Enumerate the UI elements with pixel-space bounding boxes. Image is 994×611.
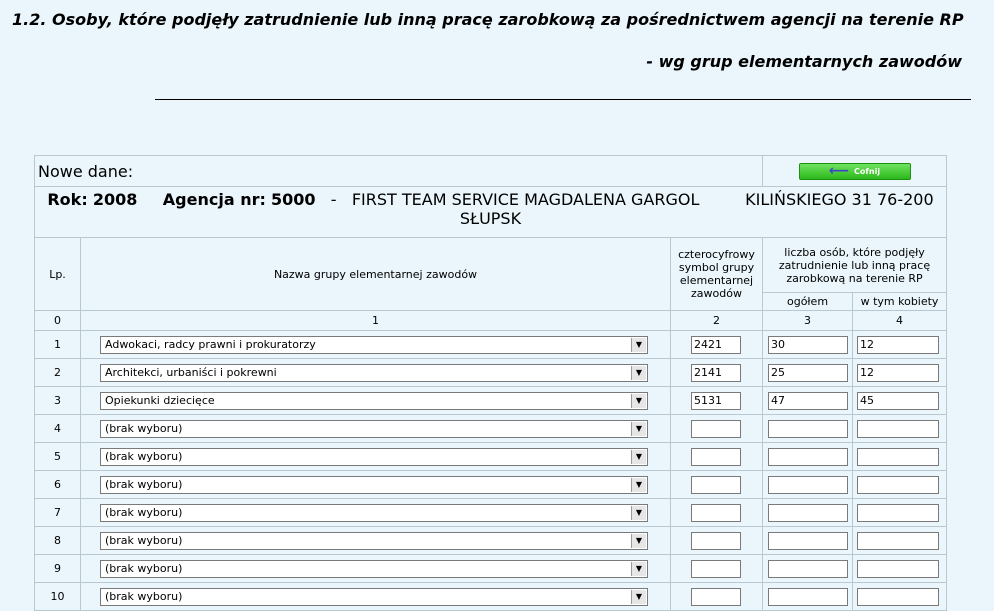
chevron-down-icon[interactable]: ▼ (631, 534, 646, 548)
symbol-input[interactable] (691, 448, 741, 466)
back-button-label: Cofnij (854, 166, 881, 176)
table-row (35, 499, 947, 527)
occupation-select-value: (brak wyboru) (105, 533, 183, 547)
total-input[interactable] (768, 476, 848, 494)
arrow-left-icon: ⟵ (828, 163, 850, 179)
year-label: Rok: (47, 190, 88, 209)
table-row (35, 471, 947, 499)
row-lp: 4 (35, 415, 81, 443)
agency-number: 5000 (270, 190, 316, 209)
new-data-label: Nowe dane: (35, 156, 763, 187)
women-input[interactable]: 12 (857, 364, 939, 382)
occupation-select-value: (brak wyboru) (105, 477, 183, 491)
occupation-select-value: (brak wyboru) (105, 561, 183, 575)
symbol-input[interactable]: 2421 (691, 336, 741, 354)
column-header-symbol: czterocyfrowy symbol grupy elementarnej zawodów (671, 238, 763, 311)
symbol-input[interactable] (691, 504, 741, 522)
row-lp: 5 (35, 443, 81, 471)
occupation-select-value: (brak wyboru) (105, 449, 183, 463)
page-title: 1.2. Osoby, które podjęły zatrudnienie lub inną pracę zarobkową za pośrednictwem agencji na terenie RP (12, 10, 964, 29)
agency-dash: - (330, 190, 337, 209)
total-input[interactable] (768, 588, 848, 606)
table-row (35, 415, 947, 443)
chevron-down-icon[interactable]: ▼ (631, 394, 646, 408)
row-lp: 9 (35, 555, 81, 583)
occupation-select[interactable] (100, 420, 648, 438)
table-row (35, 555, 947, 583)
women-input[interactable] (857, 532, 939, 550)
table-row (35, 359, 947, 387)
women-input[interactable]: 12 (857, 336, 939, 354)
chevron-down-icon[interactable]: ▼ (631, 450, 646, 464)
chevron-down-icon[interactable]: ▼ (631, 478, 646, 492)
column-header-count-group: liczba osób, które podjęły zatrudnienie lub inną pracę zarobkową na terenie RP (763, 238, 947, 293)
women-input[interactable] (857, 560, 939, 578)
column-header-total: ogółem (763, 293, 853, 311)
women-input[interactable] (857, 420, 939, 438)
chevron-down-icon[interactable]: ▼ (631, 590, 646, 604)
table-row (35, 331, 947, 359)
women-input[interactable] (857, 448, 939, 466)
row-lp: 1 (35, 331, 81, 359)
table-row (35, 527, 947, 555)
total-input[interactable]: 47 (768, 392, 848, 410)
agency-city: SŁUPSK (459, 209, 522, 228)
row-lp: 7 (35, 499, 81, 527)
occupation-select[interactable] (100, 588, 648, 606)
column-header-name: Nazwa grupy elementarnej zawodów (81, 238, 671, 311)
occupation-select-value: (brak wyboru) (105, 505, 183, 519)
occupation-select-value: Architekci, urbaniści i pokrewni (105, 365, 277, 379)
row-lp: 2 (35, 359, 81, 387)
occupation-select[interactable] (100, 560, 648, 578)
symbol-input[interactable] (691, 420, 741, 438)
total-input[interactable]: 25 (768, 364, 848, 382)
row-lp: 6 (35, 471, 81, 499)
occupation-select[interactable] (100, 392, 648, 410)
report-form (34, 155, 946, 611)
table-row (35, 443, 947, 471)
total-input[interactable] (768, 560, 848, 578)
total-input[interactable] (768, 532, 848, 550)
total-input[interactable] (768, 448, 848, 466)
year-value: 2008 (92, 190, 138, 209)
women-input[interactable]: 45 (857, 392, 939, 410)
occupation-select[interactable] (100, 532, 648, 550)
occupation-table (34, 155, 947, 611)
symbol-input[interactable] (691, 588, 741, 606)
symbol-input[interactable] (691, 532, 741, 550)
agency-info (35, 187, 947, 238)
occupation-select-value: (brak wyboru) (105, 589, 183, 603)
total-input[interactable] (768, 504, 848, 522)
column-header-lp: Lp. (35, 238, 81, 311)
women-input[interactable] (857, 588, 939, 606)
symbol-input[interactable]: 5131 (691, 392, 741, 410)
occupation-select[interactable] (100, 504, 648, 522)
symbol-input[interactable] (691, 560, 741, 578)
back-button[interactable] (799, 163, 911, 180)
occupation-select[interactable] (100, 448, 648, 466)
page-subtitle: - wg grup elementarnych zawodów (646, 52, 962, 71)
row-lp: 3 (35, 387, 81, 415)
occupation-select[interactable] (100, 364, 648, 382)
column-number-total: 3 (763, 311, 853, 331)
column-header-women: w tym kobiety (853, 293, 947, 311)
occupation-select-value: Opiekunki dziecięce (105, 393, 215, 407)
agency-address: KILIŃSKIEGO 31 76-200 (745, 190, 934, 209)
symbol-input[interactable] (691, 476, 741, 494)
column-number-symbol: 2 (671, 311, 763, 331)
table-row (35, 583, 947, 611)
occupation-select[interactable] (100, 476, 648, 494)
table-row (35, 387, 947, 415)
row-lp: 8 (35, 527, 81, 555)
total-input[interactable] (768, 420, 848, 438)
agency-label: Agencja nr: (162, 190, 266, 209)
row-lp: 10 (35, 583, 81, 611)
women-input[interactable] (857, 476, 939, 494)
occupation-select-value: Adwokaci, radcy prawni i prokuratorzy (105, 337, 316, 351)
occupation-select[interactable] (100, 336, 648, 354)
agency-name: FIRST TEAM SERVICE MAGDALENA GARGOL (351, 190, 700, 209)
symbol-input[interactable]: 2141 (691, 364, 741, 382)
column-number-women: 4 (853, 311, 947, 331)
chevron-down-icon[interactable]: ▼ (631, 506, 646, 520)
chevron-down-icon[interactable]: ▼ (631, 338, 646, 352)
column-number-name: 1 (81, 311, 671, 331)
occupation-select-value: (brak wyboru) (105, 421, 183, 435)
women-input[interactable] (857, 504, 939, 522)
title-divider (155, 99, 971, 100)
chevron-down-icon[interactable]: ▼ (631, 366, 646, 380)
chevron-down-icon[interactable]: ▼ (631, 562, 646, 576)
total-input[interactable]: 30 (768, 336, 848, 354)
column-number-lp: 0 (35, 311, 81, 331)
chevron-down-icon[interactable]: ▼ (631, 422, 646, 436)
